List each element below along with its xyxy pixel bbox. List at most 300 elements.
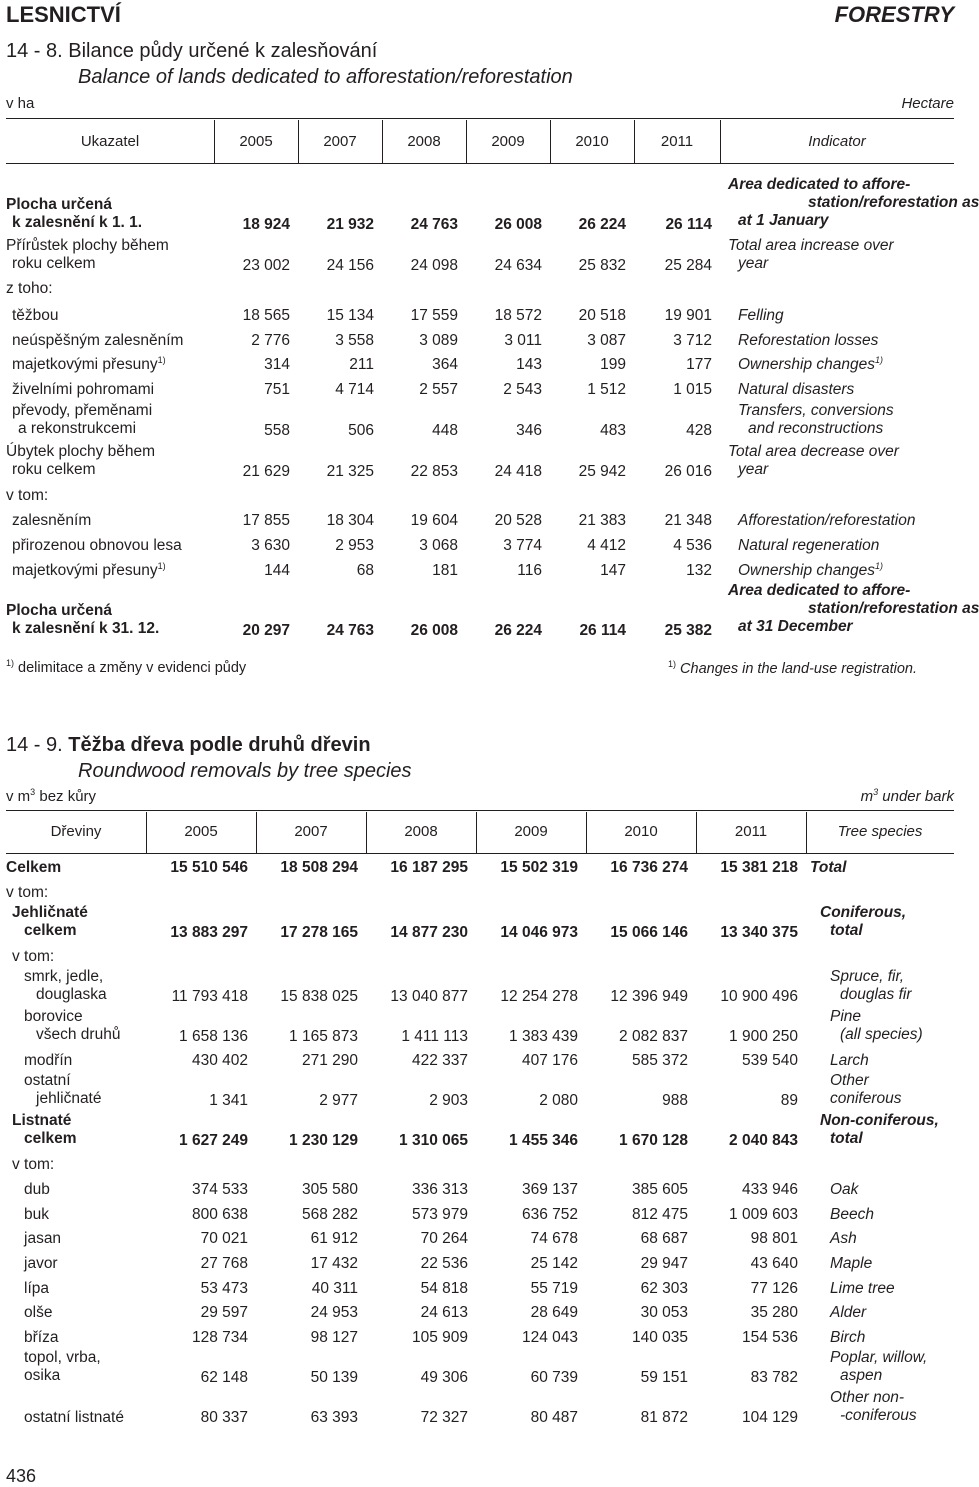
table2-cell-value: 24 613 <box>420 1304 468 1321</box>
table2-row-label-en-line <box>810 1072 902 1090</box>
table2-cell-value: 13 883 297 <box>170 924 248 941</box>
table2-row-label-en-text: Spruce, fir, <box>830 968 905 985</box>
table2-row-label-en-line <box>810 1349 927 1367</box>
table1-cell-value: 4 714 <box>335 381 374 398</box>
table1-row-label-en-text: Total area decrease over <box>728 443 899 460</box>
table2-cell-value: 70 264 <box>420 1230 468 1247</box>
table1-row-label-text: Přírůstek plochy během <box>6 237 169 254</box>
table2-cell-value: 13 040 877 <box>390 988 468 1005</box>
table2-row-label <box>6 1409 124 1427</box>
table2-title-cz: 14 - 9. Těžba dřeva podle druhů dřevin <box>6 734 371 756</box>
table1-row-label-en-text: at 1 January <box>738 212 829 229</box>
table2-cell-value: 104 129 <box>741 1409 798 1426</box>
table2-cell-value: 1 627 249 <box>179 1132 248 1149</box>
table2-row-label-line <box>6 1255 58 1273</box>
table1-cell-value: 20 528 <box>494 512 542 529</box>
table1-cell-value: 483 <box>600 422 626 439</box>
table2-col-header-year: 2008 <box>404 823 438 840</box>
table1-unit-en: Hectare <box>901 95 954 112</box>
table2-row-label-en <box>810 1255 872 1273</box>
table1-row-label <box>6 537 182 555</box>
table2-row-label-en-line <box>810 1052 869 1070</box>
table1-row-label-text: těžbou <box>12 307 59 324</box>
table2-row-label-en-text: total <box>830 1130 863 1147</box>
table2-cell-value: 271 290 <box>301 1052 358 1069</box>
table2-row-label-en-text: Ash <box>830 1230 857 1247</box>
table1-cell-value: 15 134 <box>326 307 374 324</box>
table1-row-label-en-line <box>728 237 894 255</box>
table2-row-label-en-text: Coniferous, <box>820 904 907 921</box>
table1-cell-value: 211 <box>349 356 374 373</box>
table1-row-label-en-text: Natural disasters <box>738 381 855 398</box>
table2-row-label-text: všech druhů <box>36 1026 121 1043</box>
table2-row-label-en-text: Non-coniferous, <box>820 1112 939 1129</box>
table2-row-label <box>6 1304 52 1322</box>
table1-cell-value: 3 068 <box>419 537 458 554</box>
table1-row-label-line <box>6 196 142 214</box>
table1-cell-value: 26 016 <box>664 463 712 480</box>
table2-cell-value: 374 533 <box>191 1181 248 1198</box>
table1-row-label-text: živelními pohromami <box>12 381 155 398</box>
table2-row-label-en-text: Birch <box>830 1329 866 1346</box>
table2-cell-value: 568 282 <box>301 1206 358 1223</box>
table1-row-label-en <box>728 237 894 273</box>
table1-row-label-en <box>728 332 878 350</box>
table2-row-label <box>6 1206 49 1224</box>
table2-cell-value: 59 151 <box>640 1369 688 1386</box>
table1-row-label-text: Plocha určená <box>6 196 112 213</box>
table2-col-header-year: 2007 <box>294 823 328 840</box>
table2-cell-value: 1 658 136 <box>179 1028 248 1045</box>
table2-row-label-text: buk <box>24 1206 49 1223</box>
table1-cell-value: 19 901 <box>664 307 712 324</box>
table1-title-en: Balance of lands dedicated to afforestation/reforestation <box>78 66 573 88</box>
table1-cell-value: 448 <box>432 422 458 439</box>
table2-cell-value: 72 327 <box>420 1409 468 1426</box>
table1-row-label-line <box>6 280 53 298</box>
table2-row-label <box>6 1181 50 1199</box>
table2-row-label-en-line <box>810 986 912 1004</box>
table2-row-label-line <box>6 1409 124 1427</box>
table1-row-label-text: převody, přeměnami <box>12 402 153 419</box>
table2-cell-value: 98 801 <box>750 1230 798 1247</box>
table2-row-label-en-line <box>810 1230 857 1248</box>
table2-cell-value: 35 280 <box>750 1304 798 1321</box>
table2-row-label-en-line <box>810 1026 923 1044</box>
table1-title-cz: 14 - 8. Bilance půdy určené k zalesňování <box>6 40 378 62</box>
table2-cell-value: 105 909 <box>411 1329 468 1346</box>
table2-row-label-line <box>6 922 88 940</box>
table2-cell-value: 61 912 <box>310 1230 358 1247</box>
table1-row-label-line <box>6 214 142 232</box>
table1-row-label-text: a rekonstrukcemi <box>18 420 137 437</box>
table2-row-label-en-line <box>810 1367 927 1385</box>
table2-title-en: Roundwood removals by tree species <box>78 760 412 782</box>
table1-row-label-line <box>6 381 154 399</box>
table2-col-header-label: Dřeviny <box>50 823 102 840</box>
table2-row-label-line <box>6 1026 120 1044</box>
table2-row-label <box>6 859 61 877</box>
table2-row-label-en <box>810 1280 895 1298</box>
table1-cell-value: 506 <box>348 422 374 439</box>
table2-unit-en: $m^3$ under bark <box>860 787 954 805</box>
table2-row-label-text: celkem <box>24 1130 77 1147</box>
section-header-en: FORESTRY <box>834 2 954 27</box>
table2-cell-value: 1 230 129 <box>289 1132 358 1149</box>
table2-row-label-line <box>6 1367 101 1385</box>
table1-cell-value: 3 089 <box>419 332 458 349</box>
table1-cell-value: 18 924 <box>242 216 290 233</box>
table1-row-label-en-text: Ownership changes <box>738 562 875 579</box>
table1-row-label <box>6 443 155 479</box>
table1-row-label-en-line <box>728 537 879 555</box>
table2-col-header-year: 2005 <box>184 823 218 840</box>
table2-cell-value: 124 043 <box>521 1329 578 1346</box>
table1-row-label-en <box>728 381 854 399</box>
table1-row-label-line <box>6 402 152 420</box>
table1-row-label-en <box>728 537 879 555</box>
table2-row-label-en-line <box>810 1008 923 1026</box>
table1-col-header-year: 2011 <box>660 133 694 150</box>
table2-row-label-text: dub <box>24 1181 50 1198</box>
table2-row-label-line <box>6 1156 54 1174</box>
table1-cell-value: 24 634 <box>494 257 542 274</box>
table2-cell-value: 63 393 <box>310 1409 358 1426</box>
table1-row-label-en <box>728 176 979 230</box>
table2-cell-value: 2 082 837 <box>619 1028 688 1045</box>
table2-row-label-en-text: coniferous <box>830 1090 902 1107</box>
table1-row-label-text: roku celkem <box>12 255 96 272</box>
table2-cell-value: 43 640 <box>750 1255 798 1272</box>
table2-row-label-en-text: Total <box>810 859 847 876</box>
table2-row-label-en <box>810 1112 939 1148</box>
table1-cell-value: 2 953 <box>335 537 374 554</box>
table1-row-label-text: neúspěšným zalesněním <box>12 332 184 349</box>
table1-row-label-en-text: Ownership changes <box>738 356 875 373</box>
table1-row-label-en-line <box>728 194 979 212</box>
table2-cell-value: 54 818 <box>420 1280 468 1297</box>
table2-cell-value: 539 540 <box>741 1052 798 1069</box>
table2-row-label-en-line <box>810 1304 866 1322</box>
table2-cell-value: 140 035 <box>631 1329 688 1346</box>
table2-row-label-en-line <box>810 1130 939 1148</box>
table2-row-label-line <box>6 1072 102 1090</box>
table2-row-label-en-text: Larch <box>830 1052 869 1069</box>
table1-cell-value: 21 629 <box>242 463 290 480</box>
table2-row-label-text: smrk, jedle, <box>24 968 104 985</box>
table1-row-label <box>6 402 152 438</box>
table1-cell-value: 25 942 <box>578 463 626 480</box>
table1-row-label-en-text: Total area increase over <box>728 237 894 254</box>
table2-col-header-year: 2010 <box>624 823 658 840</box>
table2-row-label <box>6 1329 58 1347</box>
table2-cell-value: 77 126 <box>750 1280 798 1297</box>
table1-row-label-line <box>6 602 159 620</box>
table2-cell-value: 407 176 <box>521 1052 578 1069</box>
table1-footnote-en: $^{1)}$ Changes in the land-use registration. <box>668 659 918 677</box>
table1-row-label <box>6 487 48 505</box>
table1-cell-value: 4 536 <box>673 537 712 554</box>
table1-cell-value: 68 <box>356 562 374 579</box>
table1-row-label-line <box>6 443 155 461</box>
table1-cell-value: 24 763 <box>410 216 458 233</box>
table2-row-label <box>6 1255 58 1273</box>
table2-cell-value: 49 306 <box>420 1369 468 1386</box>
table2-cell-value: 636 752 <box>521 1206 578 1223</box>
table2-cell-value: 1 411 113 <box>401 1028 468 1045</box>
table2-cell-value: 1 310 065 <box>399 1132 468 1149</box>
table1-cell-value: 21 383 <box>578 512 626 529</box>
table2-row-label-text: javor <box>24 1255 58 1272</box>
table2-cell-value: 24 953 <box>310 1304 358 1321</box>
table2-row-label-en-text: Beech <box>830 1206 874 1223</box>
table1-col-header-label: Ukazatel <box>80 133 140 150</box>
table2-row-label-en <box>810 904 906 940</box>
table2-cell-value: 80 337 <box>200 1409 248 1426</box>
table2-row-label-line <box>6 1008 120 1026</box>
table2-cell-value: 11 793 418 <box>171 988 248 1005</box>
table2-row-label-text: v tom: <box>12 948 55 965</box>
table1-cell-value: 3 774 <box>503 537 542 554</box>
table2-row-label-en-line <box>810 1407 917 1425</box>
table2-cell-value: 50 139 <box>310 1369 358 1386</box>
table1-row-label-text: k zalesnění k 31. 12. <box>12 620 160 637</box>
table2-cell-value: 74 678 <box>530 1230 578 1247</box>
table2-row-label-en-line <box>810 1206 874 1224</box>
table2-col-header-indicator-en: Tree species <box>837 823 923 840</box>
table1-row-label-en-line <box>728 562 883 580</box>
table2-cell-value: 13 340 375 <box>720 924 798 941</box>
table2-top-rule <box>6 810 954 811</box>
table2-cell-value: 154 536 <box>741 1329 798 1346</box>
table1-row-label-en-line <box>728 582 979 600</box>
table1-row-label-line <box>6 562 166 580</box>
table1-row-label-line <box>6 332 183 350</box>
table1-cell-value: 17 855 <box>242 512 290 529</box>
table1-row-label-en-line <box>728 212 979 230</box>
table1-row-label-en-line <box>728 512 916 530</box>
table1-col-header-year: 2009 <box>491 133 525 150</box>
table1-cell-value: 3 011 <box>504 332 542 349</box>
table2-cell-value: 14 877 230 <box>390 924 468 941</box>
table2-row-label <box>6 1349 101 1385</box>
table2-cell-value: 585 372 <box>631 1052 688 1069</box>
table1-row-label-en-text: Afforestation/reforestation <box>738 512 916 529</box>
table1-row-label-en-text: year <box>738 461 769 478</box>
table2-row-label <box>6 1280 49 1298</box>
table1-cell-value: 18 572 <box>494 307 542 324</box>
table2-row-label <box>6 968 107 1004</box>
table1-cell-value: 143 <box>516 356 542 373</box>
table1-row-label-en-text: year <box>738 255 769 272</box>
table2-cell-value: 305 580 <box>301 1181 358 1198</box>
table2-row-label-en-text: total <box>830 922 863 939</box>
table2-row-label <box>6 1112 77 1148</box>
table2-cell-value: 15 381 218 <box>720 859 798 876</box>
table1-cell-value: 24 418 <box>494 463 542 480</box>
table1-cell-value: 18 304 <box>326 512 374 529</box>
table2-cell-value: 2 080 <box>539 1092 578 1109</box>
table1-cell-value: 18 565 <box>242 307 290 324</box>
table2-cell-value: 29 597 <box>200 1304 248 1321</box>
table1-cell-value: 26 008 <box>410 622 458 639</box>
table1-row-label-text: Plocha určená <box>6 602 112 619</box>
table2-cell-value: 22 536 <box>420 1255 468 1272</box>
table2-cell-value: 369 137 <box>521 1181 578 1198</box>
table2-cell-value: 15 066 146 <box>610 924 688 941</box>
table1-row-label-en-line <box>728 402 894 420</box>
table1-cell-value: 3 712 <box>673 332 712 349</box>
table2-cell-value: 430 402 <box>191 1052 248 1069</box>
table1-row-label <box>6 512 91 530</box>
table2-row-label-en-line <box>810 1090 902 1108</box>
table2-row-label-line <box>6 1230 61 1248</box>
table1-cell-value: 26 224 <box>578 216 626 233</box>
table2-row-label <box>6 1052 72 1070</box>
table1-cell-value: 23 002 <box>242 257 290 274</box>
table1-row-label-line <box>6 537 182 555</box>
table2-row-label-text: jasan <box>24 1230 62 1247</box>
table2-cell-value: 12 254 278 <box>500 988 578 1005</box>
table2-row-label-line <box>6 1206 49 1224</box>
table2-cell-value: 15 502 319 <box>500 859 578 876</box>
table2-row-label-text: topol, vrba, <box>24 1349 101 1366</box>
table2-cell-value: 17 432 <box>310 1255 358 1272</box>
table1-row-label-en-line <box>728 176 979 194</box>
table2-row-label-en <box>810 1008 923 1044</box>
table2-cell-value: 25 142 <box>530 1255 578 1272</box>
table2-row-label-text: Jehličnaté <box>12 904 88 921</box>
table1-row-label-en-footnote-mark: 1) <box>875 560 884 571</box>
table1-cell-value: 24 156 <box>326 257 374 274</box>
table1-footnote-cz: $^{1)}$ delimitace a změny v evidenci půdy <box>6 658 247 676</box>
table1-row-label-line <box>6 356 166 374</box>
table2-row-label-text: celkem <box>24 922 77 939</box>
table1-cell-value: 19 604 <box>410 512 458 529</box>
table2-row-label-line <box>6 1349 101 1367</box>
table1-top-rule <box>6 118 954 119</box>
table1-cell-value: 751 <box>264 381 290 398</box>
table1-row-label-en <box>728 307 784 325</box>
table1-row-label-en-text: Area dedicated to affore- <box>728 176 911 193</box>
table2-cell-value: 83 782 <box>750 1369 798 1386</box>
table2-row-label-en <box>810 1072 902 1108</box>
table1-cell-value: 24 098 <box>410 257 458 274</box>
table2-cell-value: 812 475 <box>631 1206 688 1223</box>
table1-cell-value: 21 348 <box>664 512 712 529</box>
table1-row-label <box>6 307 59 325</box>
table1-row-label-en-text: and reconstructions <box>748 420 884 437</box>
table2-cell-value: 2 040 843 <box>729 1132 798 1149</box>
table2-cell-value: 89 <box>780 1092 798 1109</box>
table1-row-label-en <box>728 356 883 374</box>
table1-row-label <box>6 332 183 350</box>
table2-row-label-en-line <box>810 1389 917 1407</box>
table1-header-rule <box>6 163 954 164</box>
table2-row-label-text: jehličnaté <box>36 1090 102 1107</box>
table2-row-label-line <box>6 859 61 877</box>
table2-cell-value: 12 396 949 <box>610 988 688 1005</box>
table1-row-label-en <box>728 402 894 438</box>
table2-cell-value: 128 734 <box>191 1329 248 1346</box>
table2-cell-value: 28 649 <box>530 1304 578 1321</box>
table2-header-rule <box>6 853 954 854</box>
table2-cell-value: 40 311 <box>311 1280 358 1297</box>
table2-cell-value: 15 838 025 <box>280 988 358 1005</box>
table1-cell-value: 147 <box>600 562 626 579</box>
table2-row-label-text: lípa <box>24 1280 49 1297</box>
table2-row-label-en <box>810 1349 927 1385</box>
table2-cell-value: 68 687 <box>640 1230 688 1247</box>
table1-row-label <box>6 196 142 232</box>
table2-row-label-en-text: Poplar, willow, <box>830 1349 928 1366</box>
table2-row-label-line <box>6 986 107 1004</box>
table2-row-label-text: borovice <box>24 1008 83 1025</box>
table1-row-label-line <box>6 620 159 638</box>
table1-cell-value: 364 <box>432 356 458 373</box>
table2-row-label-line <box>6 1181 50 1199</box>
table2-cell-value: 70 021 <box>200 1230 248 1247</box>
table2-cell-value: 18 508 294 <box>280 859 358 876</box>
table1-cell-value: 2 776 <box>251 332 290 349</box>
table2-cell-value: 1 383 439 <box>509 1028 578 1045</box>
table1-row-label-text: v tom: <box>6 487 49 504</box>
table1-cell-value: 20 518 <box>578 307 626 324</box>
table1-row-label-en-line <box>728 332 878 350</box>
table2-cell-value: 1 900 250 <box>729 1028 798 1045</box>
table1-row-label <box>6 237 169 273</box>
table1-cell-value: 428 <box>686 422 712 439</box>
table1-cell-value: 22 853 <box>410 463 458 480</box>
table2-cell-value: 81 872 <box>640 1409 688 1426</box>
table1-row-label-en-line <box>728 600 979 618</box>
table1-cell-value: 199 <box>600 356 626 373</box>
table1-row-label <box>6 381 154 399</box>
table1-cell-value: 2 543 <box>503 381 542 398</box>
table2-cell-value: 14 046 973 <box>500 924 578 941</box>
table2-cell-value: 60 739 <box>530 1369 578 1386</box>
table2-unit-cz: v $m^3$ bez kůry <box>6 787 97 805</box>
table1-row-label-en-footnote-mark: 1) <box>875 354 884 365</box>
table1-row-label-text: přirozenou obnovou lesa <box>12 537 182 554</box>
table2-row-label-text: ostatní listnaté <box>24 1409 124 1426</box>
table1-cell-value: 20 297 <box>242 622 290 639</box>
table2-row-label-en-line <box>810 1329 865 1347</box>
table2-row-label <box>6 884 48 902</box>
table1-col-header-indicator-en: Indicator <box>808 133 866 150</box>
table1-cell-value: 4 412 <box>587 537 626 554</box>
table1-col-header-year: 2008 <box>407 133 441 150</box>
table2-row-label-en-text: Alder <box>830 1304 867 1321</box>
section-header-cz: LESNICTVÍ <box>6 2 121 27</box>
table2-row-label-en <box>810 1304 866 1322</box>
table2-cell-value: 800 638 <box>191 1206 248 1223</box>
table2-row-label <box>6 904 88 940</box>
table1-row-label-en-line <box>728 307 784 325</box>
table2-row-label-en-text: Other non- <box>830 1389 905 1406</box>
table1-unit-cz: v ha <box>6 95 35 112</box>
table1-row-label-text: roku celkem <box>12 461 96 478</box>
table2-row-label-line <box>6 968 107 986</box>
table2-row-label-en-line <box>810 859 846 877</box>
table1-row-label-en-line <box>728 420 894 438</box>
table2-row-label-en-text: Maple <box>830 1255 873 1272</box>
table1-row-label-text: majetkovými přesuny <box>12 356 158 373</box>
table2-row-label-text: olše <box>24 1304 53 1321</box>
table2-row-label-en-text: Pine <box>830 1008 862 1025</box>
table2-cell-value: 30 053 <box>640 1304 688 1321</box>
table2-row-label <box>6 1072 102 1108</box>
